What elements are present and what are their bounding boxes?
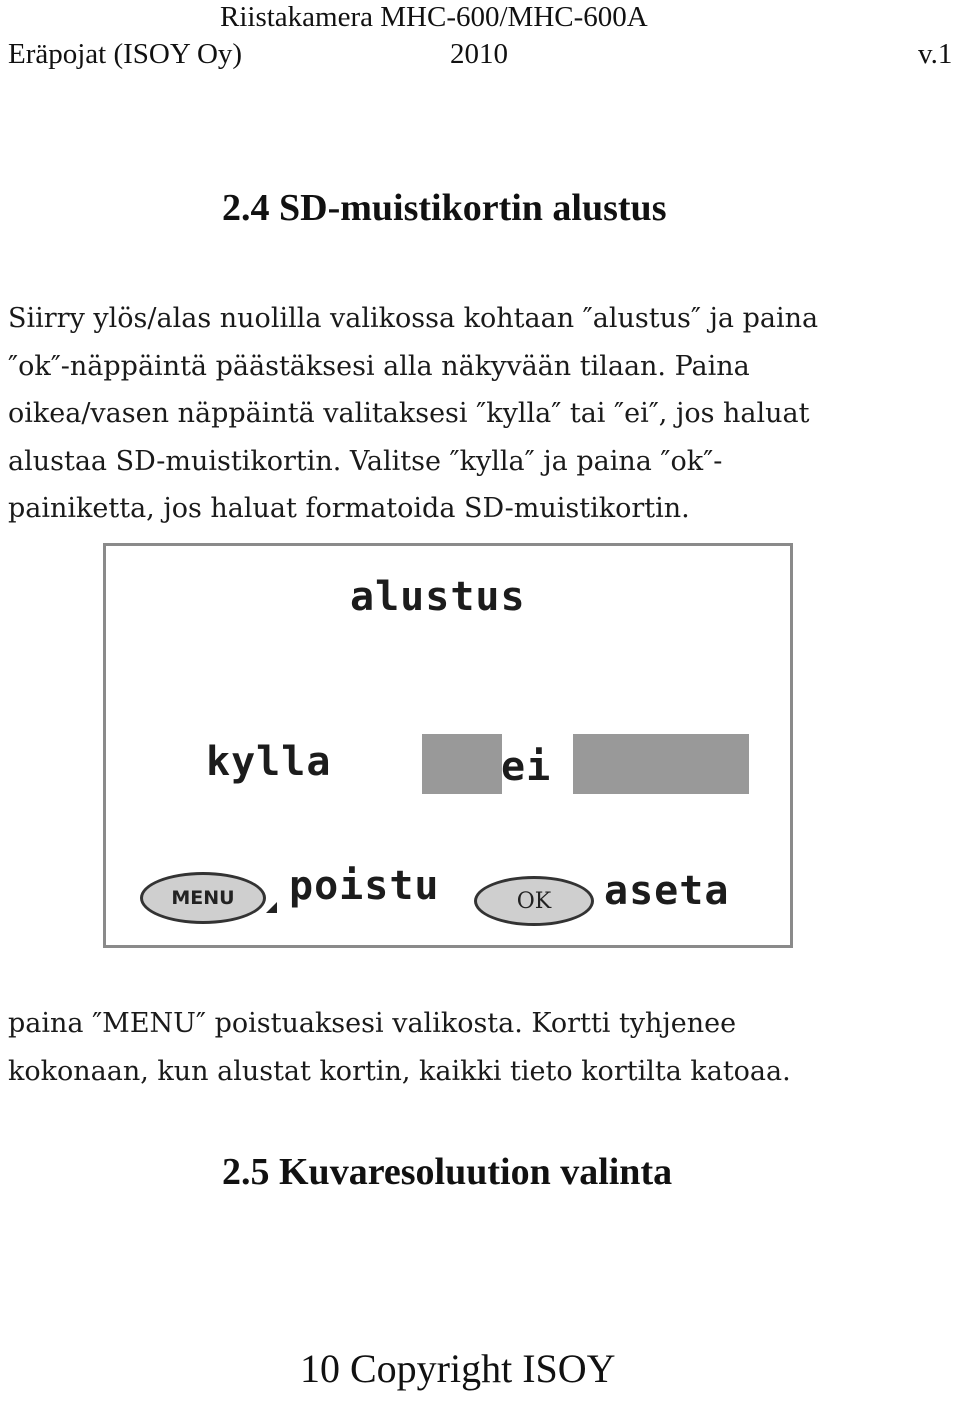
menu-button-icon — [140, 872, 266, 924]
header-company: Eräpojat (ISOY Oy) — [8, 38, 243, 70]
ok-button-label: OK — [516, 888, 552, 914]
paragraph-line: alustaa SD-muistikortin. Valitse ″kylla″ ja paina ″ok″- — [8, 445, 723, 477]
option-yes: kylla — [206, 739, 332, 785]
ok-button-icon — [474, 876, 594, 926]
paragraph-line: ″ok″-näppäintä päästäksesi alla näkyvään tilaan. Paina — [8, 350, 750, 382]
screen-title: alustus — [350, 574, 526, 620]
note-line: kokonaan, kun alustat kortin, kaikki tieto kortilta katoaa. — [8, 1055, 791, 1087]
option-no: ei — [501, 744, 552, 790]
selection-block-no — [573, 734, 749, 794]
section-24-title: 2.4 SD-muistikortin alustus — [222, 187, 667, 229]
camera-screen-figure — [103, 543, 793, 948]
note-paragraph — [8, 1000, 958, 1095]
header-product: Riistakamera MHC-600/MHC-600A — [220, 1, 648, 33]
menu-action: poistu — [289, 863, 440, 909]
header-year: 2010 — [450, 38, 508, 70]
menu-button-label: MENU — [171, 887, 235, 909]
section-25-title: 2.5 Kuvaresoluution valinta — [222, 1151, 673, 1193]
paragraph-line: oikea/vasen näppäintä valitaksesi ″kylla″ tai ″ei″, jos haluat — [8, 398, 810, 429]
selection-block-yes — [422, 734, 502, 794]
header-version: v.1 — [918, 38, 953, 70]
section-24-paragraph — [8, 295, 958, 533]
paragraph-line: painiketta, jos haluat formatoida SD-muistikortin. — [8, 493, 690, 524]
corner-arrow-icon — [266, 902, 277, 913]
ok-action: aseta — [604, 868, 730, 914]
paragraph-line: Siirry ylös/alas nuolilla valikossa kohtaan ″alustus″ ja paina — [8, 303, 819, 334]
page-footer: 10 Copyright ISOY — [300, 1346, 616, 1391]
note-line: paina ″MENU″ poistuaksesi valikosta. Kortti tyhjenee — [8, 1008, 737, 1039]
